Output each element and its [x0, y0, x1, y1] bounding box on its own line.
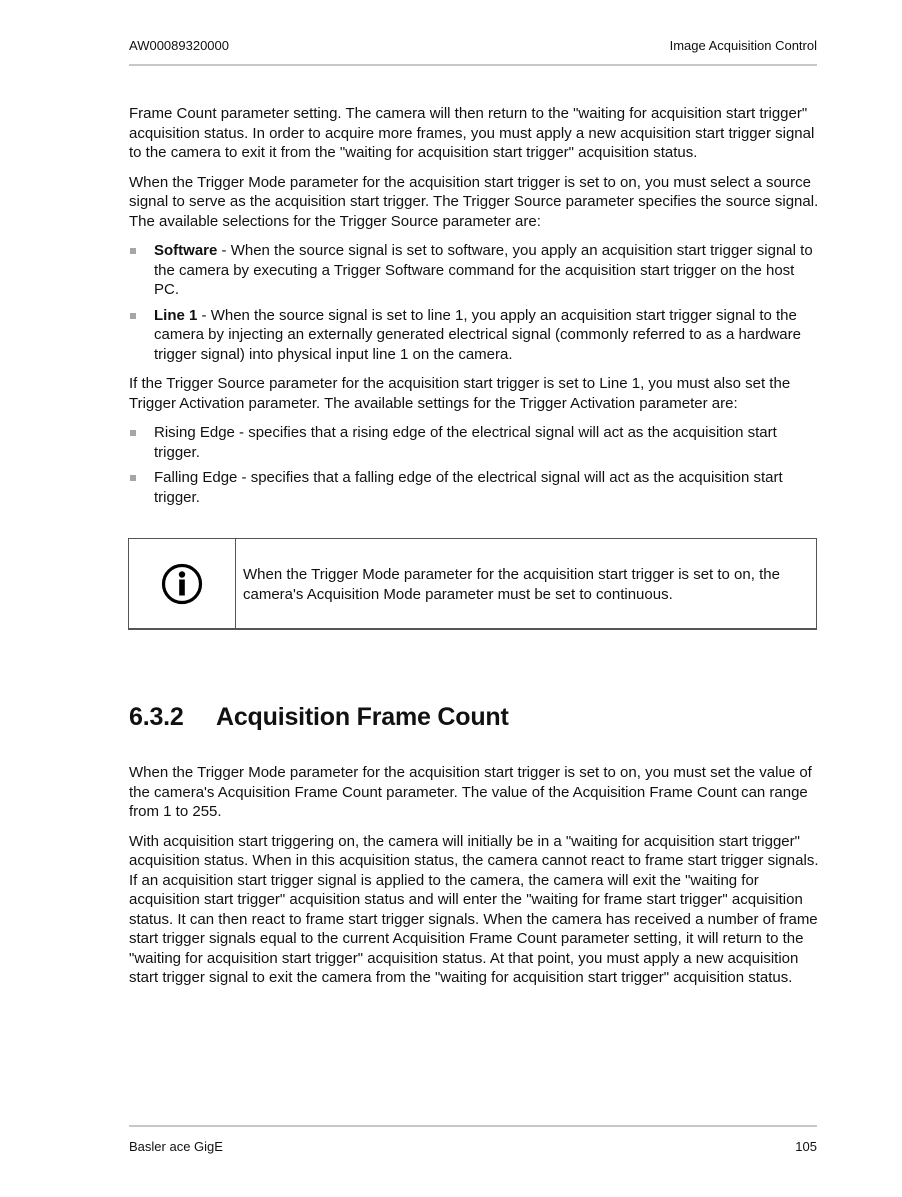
section-number: 6.3.2 — [129, 703, 184, 731]
note-text: When the Trigger Mode parameter for the acquisition start trigger is set to on, the camera's Acquisition Mode parameter must be set to continuous. — [243, 566, 780, 603]
chapter-title: Image Acquisition Control — [669, 38, 817, 53]
page-number: 105 — [795, 1139, 817, 1154]
bullet-icon — [130, 430, 136, 436]
list-item — [129, 306, 819, 365]
info-icon — [161, 563, 203, 605]
list-item — [129, 423, 819, 462]
list-item — [129, 241, 819, 300]
list-item-text: Rising Edge - specifies that a rising edge of the electrical signal will act as the acquisition start trigger. — [154, 424, 777, 461]
paragraph: When the Trigger Mode parameter for the acquisition start trigger is set to on, you must select a source signal to serve as the acquisition start trigger. The Trigger Source parameter specifies the source signal. The available selections for the Trigger Source parameter are: — [129, 173, 819, 230]
paragraph: Frame Count parameter setting. The camera will then return to the "waiting for acquisition start trigger" acquisition status. In order to acquire more frames, you must apply a new acquisition start trigger signal to the camera to exit it from the "waiting for acquisition start trigger" acquisition status. — [129, 105, 815, 161]
term-description: - When the source signal is set to line 1, you apply an acquisition start trigger signal to the camera by injecting an externally generated electrical signal (commonly referred to as a hardware trigger signal) into physical input line 1 on the camera. — [154, 306, 801, 363]
info-note-box — [128, 538, 817, 630]
term: Software — [154, 242, 218, 259]
list-item — [129, 468, 819, 507]
term: Line 1 — [154, 306, 198, 324]
bullet-icon — [130, 248, 136, 254]
trigger-source-list — [129, 241, 819, 364]
page-footer — [129, 1125, 817, 1157]
paragraph: With acquisition start triggering on, the camera will initially be in a "waiting for acquisition start trigger" acquisition status. When in this acquisition status, the camera cannot react to frame start trigger signals. If an acquisition start trigger signal is applied to the camera, the camera will exit the "waiting for acquisition start trigger" acquisition status and will enter the "waiting for frame start trigger" acquisition status. It can then react to frame start trigger signals. When the camera has received a number of frame start trigger signals equal to the current Acquisition Frame Count parameter setting, it will return to the "waiting for acquisition start trigger" acquisition status. At that point, you must apply a new acquisition start trigger signal to exit the camera from the "waiting for acquisition start trigger" acquisition status. — [129, 832, 819, 986]
list-item-text: Falling Edge - specifies that a falling edge of the electrical signal will act as the acquisition start trigger. — [154, 469, 783, 506]
page-header — [129, 38, 817, 66]
section-content — [129, 763, 819, 998]
note-icon-cell — [129, 539, 236, 628]
document-id: AW00089320000 — [129, 38, 229, 53]
paragraph: When the Trigger Mode parameter for the acquisition start trigger is set to on, you must set the value of the camera's Acquisition Frame Count parameter. The value of the Acquisition Frame Count can range from 1 to 255. — [129, 764, 812, 820]
product-name: Basler ace GigE — [129, 1139, 223, 1154]
bullet-icon — [130, 475, 136, 481]
term-description: - When the source signal is set to software, you apply an acquisition start trigger signal to the camera by executing a Trigger Software command for the acquisition start trigger on the host PC. — [154, 242, 813, 298]
paragraph: If the Trigger Source parameter for the acquisition start trigger is set to Line 1, you must also set the Trigger Activation parameter. The available settings for the Trigger Activation parameter are: — [129, 375, 791, 412]
section-title: Acquisition Frame Count — [216, 703, 509, 731]
bullet-icon — [130, 313, 136, 319]
section-heading — [129, 703, 509, 732]
intro-content — [129, 104, 819, 517]
trigger-activation-list — [129, 423, 819, 507]
